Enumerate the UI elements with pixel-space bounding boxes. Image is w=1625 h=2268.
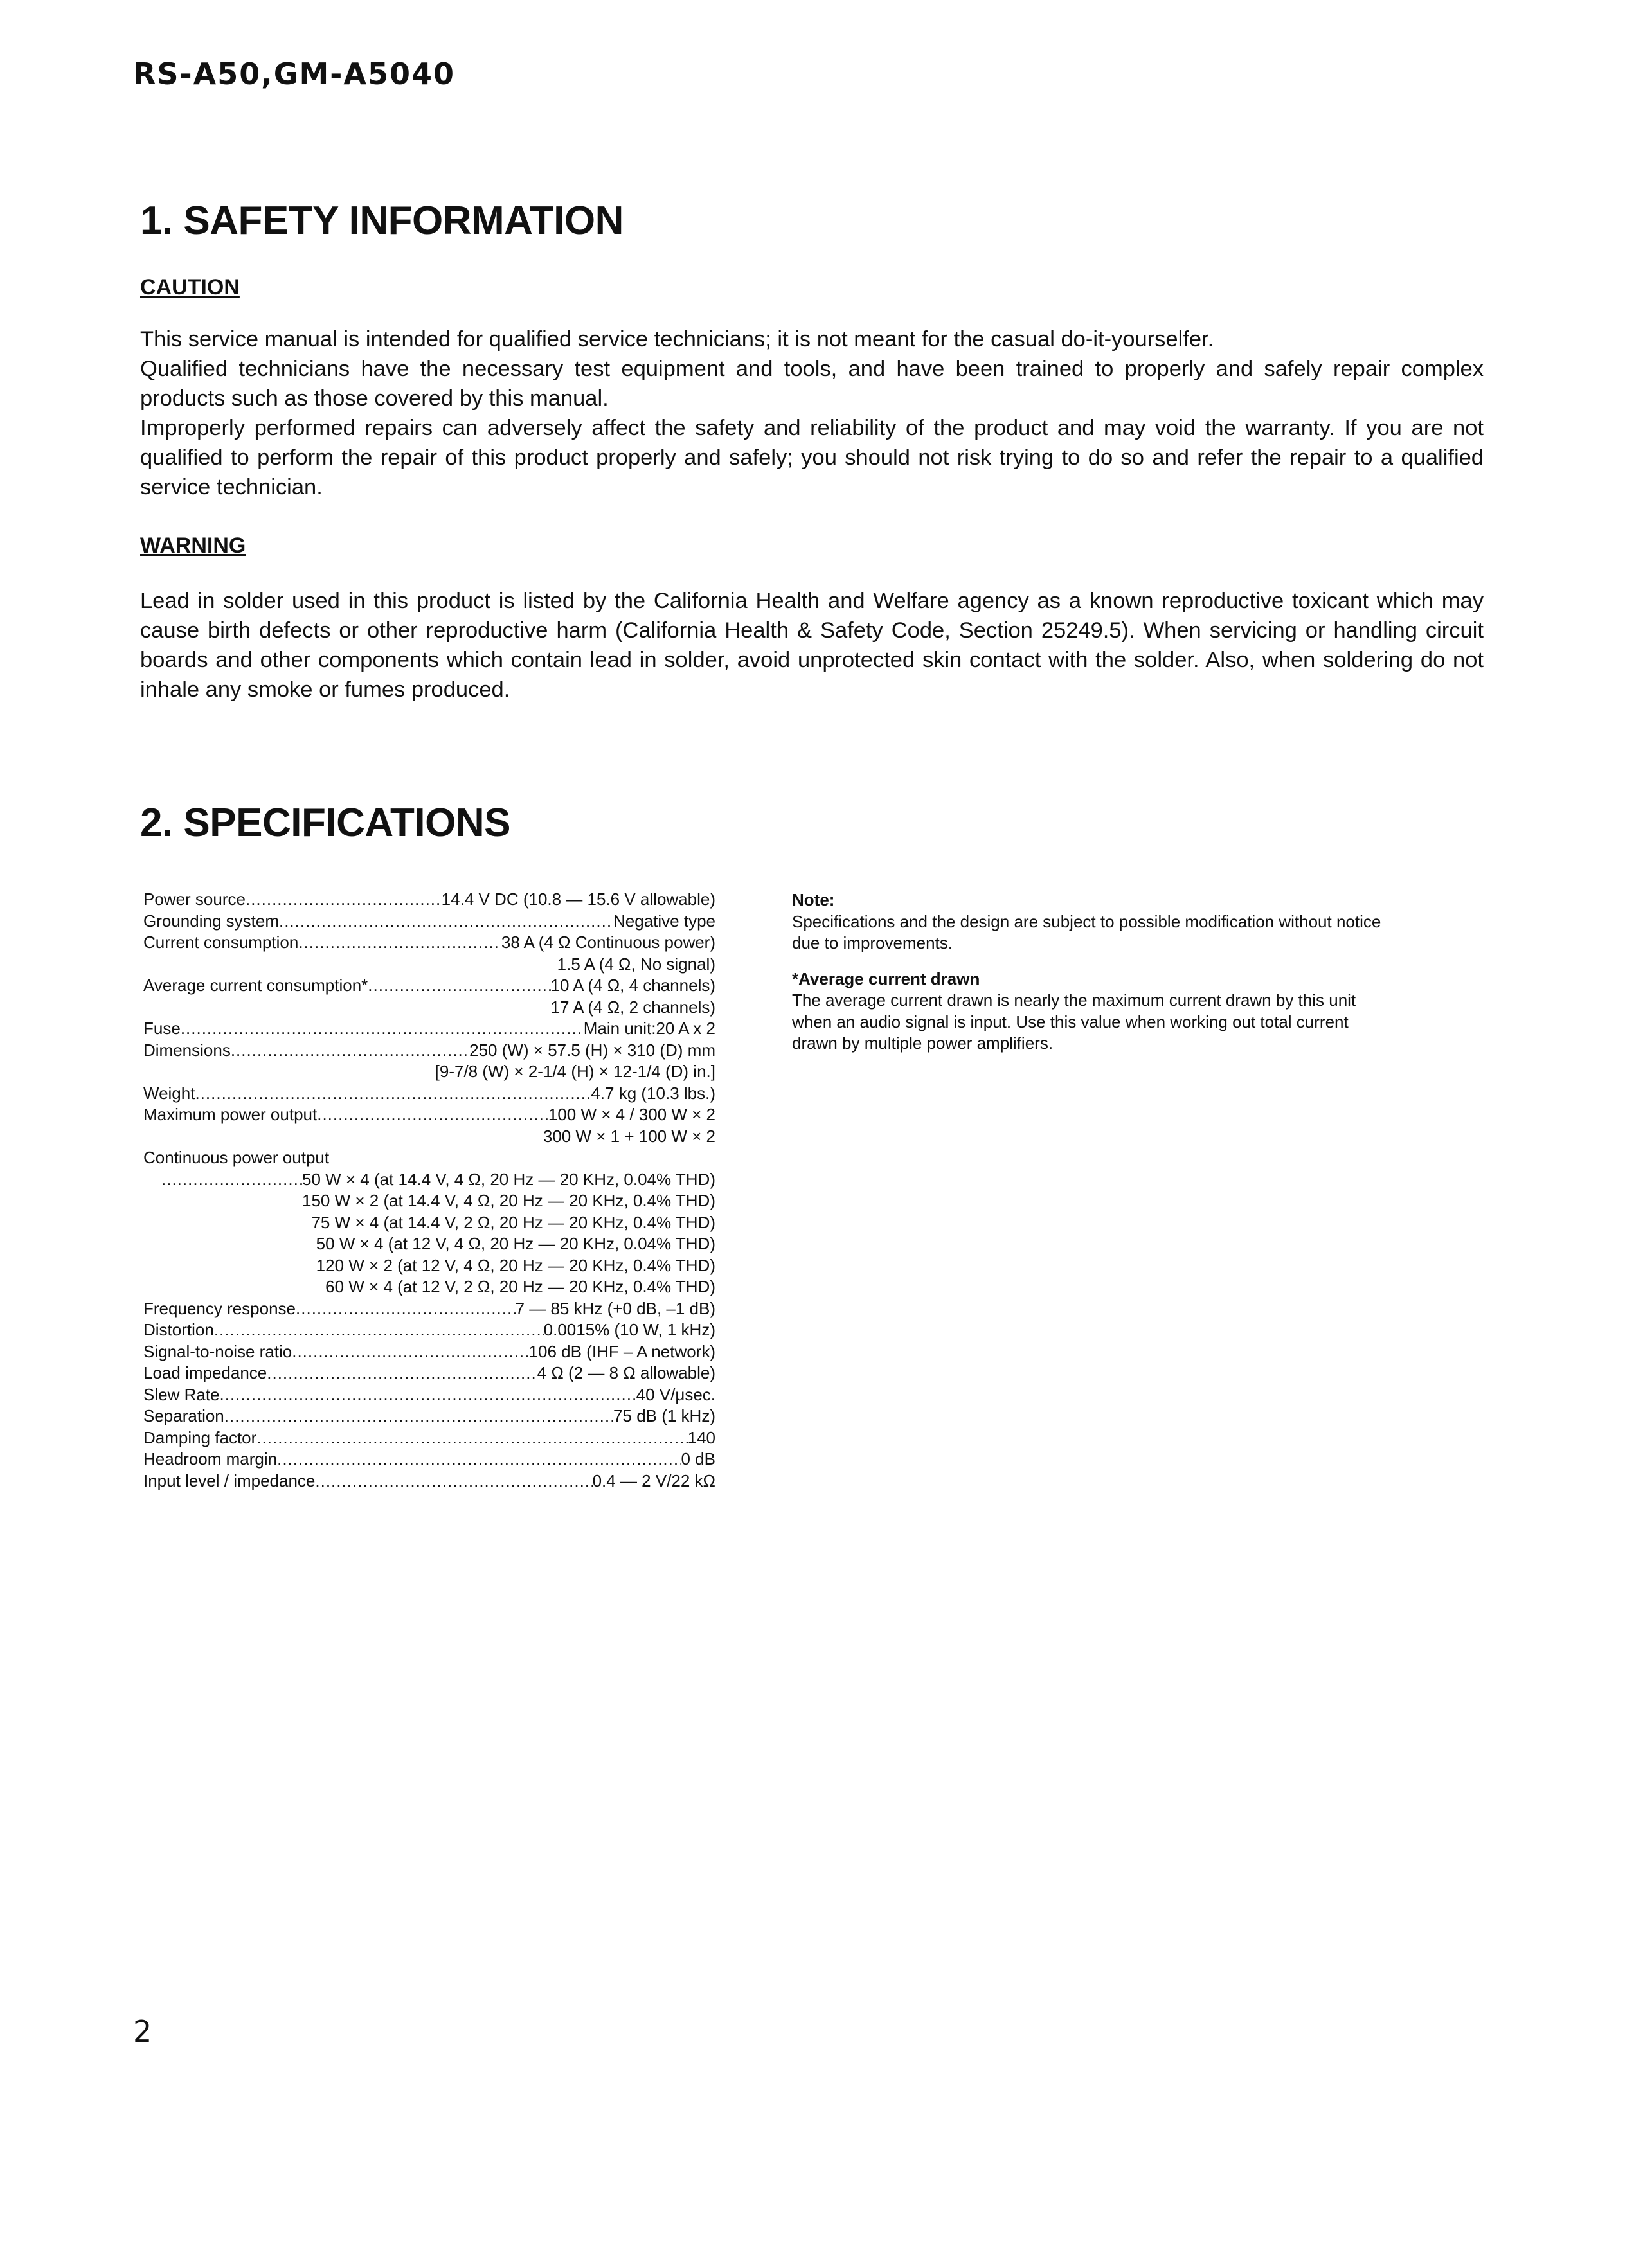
warning-heading: WARNING [140, 533, 246, 558]
spec-damping [143, 1427, 715, 1449]
leader-dots [368, 975, 550, 997]
caution-line-3: Improperly performed repairs can adversely affect the safety and reliability of the product and may void the warranty. If you are not qualified to perform the repair of this product properly and safely; you should not risk trying to do so and refer the repair to a qualified service technician. [140, 416, 1484, 499]
leader-dots [317, 1104, 548, 1126]
spec-cont-power-first [143, 1169, 715, 1191]
spec-label: Input level / impedance [143, 1470, 316, 1490]
caution-heading: CAUTION [140, 275, 240, 299]
leader-dots [220, 1384, 636, 1406]
leader-dots [231, 1040, 469, 1062]
spec-distortion [143, 1319, 715, 1341]
spec-snr [143, 1341, 715, 1363]
spec-value: 40 V/μsec. [636, 1384, 715, 1404]
spec-input-level [143, 1470, 715, 1492]
spec-label: Frequency response [143, 1298, 296, 1318]
leader-dots [246, 889, 442, 911]
spec-fuse [143, 1018, 715, 1040]
spec-current [143, 932, 715, 954]
spec-value: 7 — 85 kHz (+0 dB, –1 dB) [515, 1298, 715, 1318]
spec-dimensions [143, 1040, 715, 1062]
spec-separation [143, 1406, 715, 1427]
spec-value: 140 [687, 1427, 715, 1447]
spec-label: Weight [143, 1083, 195, 1103]
model-header: RS-A50,GM-A5040 [133, 57, 455, 91]
caution-text [140, 325, 1484, 502]
caution-line-1: This service manual is intended for qualified service technicians; it is not meant for the casual do-it-yourselfer. [140, 327, 1214, 352]
spec-value: Negative type [613, 911, 715, 931]
spec-cont-power-line: 150 W × 2 (at 14.4 V, 4 Ω, 20 Hz — 20 KHz, 0.4% THD) [301, 1191, 715, 1210]
spec-load [143, 1362, 715, 1384]
spec-label: Distortion [143, 1320, 214, 1339]
leader-dots [315, 1470, 592, 1492]
spec-power-source [143, 889, 715, 911]
spec-label: Power source [143, 889, 246, 909]
spec-value: 4.7 kg (10.3 lbs.) [591, 1083, 715, 1103]
spec-value: 14.4 V DC (10.8 — 15.6 V allowable) [441, 889, 715, 909]
leader-dots [279, 911, 613, 933]
avg-current-text: The average current drawn is nearly the maximum current drawn by this unit when an audio signal is input. Use this value when working out total current drawn by multiple power amplifiers. [792, 990, 1356, 1053]
spec-cont-power-line: 60 W × 4 (at 12 V, 2 Ω, 20 Hz — 20 KHz, 0.4% THD) [325, 1277, 715, 1296]
spec-value: 106 dB (IHF – A network) [528, 1341, 715, 1361]
caution-line-2: Qualified technicians have the necessary test equipment and tools, and have been trained to properly and safely repair complex products such as those covered by this manual. [140, 357, 1484, 411]
spec-value: 0.4 — 2 V/22 kΩ [592, 1470, 715, 1490]
spec-label: Current consumption [143, 933, 299, 952]
warning-text [140, 586, 1484, 704]
warning-paragraph: Lead in solder used in this product is listed by the California Health and Welfare agency as a known reproductive toxicant which may cause birth defects or other reproductive harm (California Health & Safety Code, Section 25249.5). When servicing or handling circuit boards and other components which contain lead in solder, avoid unprotected skin contact with the solder. Also, when soldering do not inhale any smoke or fumes produced. [140, 589, 1484, 702]
leader-dots [195, 1083, 591, 1105]
spec-value: 100 W × 4 / 300 W × 2 [548, 1105, 715, 1124]
leader-dots [292, 1341, 528, 1363]
spec-value: Main unit:20 A x 2 [583, 1019, 715, 1038]
leader-dots [267, 1362, 537, 1384]
spec-cont-power-line: 120 W × 2 (at 12 V, 4 Ω, 20 Hz — 20 KHz, 0.4% THD) [316, 1255, 715, 1275]
spec-value: 50 W × 4 (at 14.4 V, 4 Ω, 20 Hz — 20 KHz, 0.04% THD) [301, 1169, 715, 1189]
spec-value: 0 dB [681, 1449, 715, 1469]
spec-value: 0.0015% (10 W, 1 kHz) [543, 1320, 715, 1339]
page-number: 2 [133, 2014, 152, 2049]
spec-label: Headroom margin [143, 1449, 278, 1469]
spec-label: Load impedance [143, 1363, 267, 1382]
spec-current-cont: 1.5 A (4 Ω, No signal) [557, 954, 715, 974]
spec-label: Damping factor [143, 1427, 257, 1447]
note-spacer [792, 954, 1396, 969]
avg-current-heading: *Average current drawn [792, 969, 980, 988]
leader-dots [181, 1018, 584, 1040]
leader-dots [161, 1169, 302, 1191]
spec-value: 10 A (4 Ω, 4 channels) [550, 976, 715, 995]
spec-frequency [143, 1298, 715, 1320]
spec-weight [143, 1083, 715, 1105]
safety-title: 1. SAFETY INFORMATION [140, 199, 624, 243]
spec-label: Signal-to-noise ratio [143, 1341, 292, 1361]
spec-grounding [143, 911, 715, 933]
specs-title: 2. SPECIFICATIONS [140, 801, 510, 845]
spec-max-power [143, 1104, 715, 1126]
leader-dots [298, 932, 501, 954]
spec-value: 38 A (4 Ω Continuous power) [501, 933, 715, 952]
notes-column [792, 889, 1396, 1055]
spec-label: Dimensions [143, 1040, 231, 1060]
spec-label: Maximum power output [143, 1105, 318, 1124]
spec-cont-power-label: Continuous power output [143, 1148, 330, 1167]
spec-value: 250 (W) × 57.5 (H) × 310 (D) mm [469, 1040, 715, 1060]
spec-dimensions-cont: [9-7/8 (W) × 2-1/4 (H) × 12-1/4 (D) in.] [435, 1062, 715, 1081]
specs-list [143, 889, 715, 1492]
leader-dots [224, 1406, 613, 1427]
spec-label: Grounding system [143, 911, 279, 931]
note-text: Specifications and the design are subject to possible modification without notice due to improvements. [792, 911, 1381, 952]
leader-dots [214, 1319, 544, 1341]
leader-dots [277, 1449, 681, 1470]
spec-value: 75 dB (1 kHz) [613, 1406, 715, 1425]
spec-label: Slew Rate [143, 1384, 220, 1404]
spec-label: Fuse [143, 1019, 181, 1038]
leader-dots [256, 1427, 687, 1449]
spec-avg-current [143, 975, 715, 997]
spec-value: 4 Ω (2 — 8 Ω allowable) [537, 1363, 715, 1382]
leader-dots [296, 1298, 516, 1320]
spec-label: Separation [143, 1406, 224, 1425]
spec-cont-power-line: 50 W × 4 (at 12 V, 4 Ω, 20 Hz — 20 KHz, 0.04% THD) [316, 1234, 715, 1253]
spec-headroom [143, 1449, 715, 1470]
spec-max-power-cont: 300 W × 1 + 100 W × 2 [543, 1126, 715, 1146]
spec-avg-current-cont: 17 A (4 Ω, 2 channels) [550, 997, 715, 1017]
note-heading: Note: [792, 890, 835, 909]
spec-slew [143, 1384, 715, 1406]
spec-label: Average current consumption* [143, 976, 368, 995]
spec-cont-power-line: 75 W × 4 (at 14.4 V, 2 Ω, 20 Hz — 20 KHz, 0.4% THD) [311, 1212, 715, 1232]
